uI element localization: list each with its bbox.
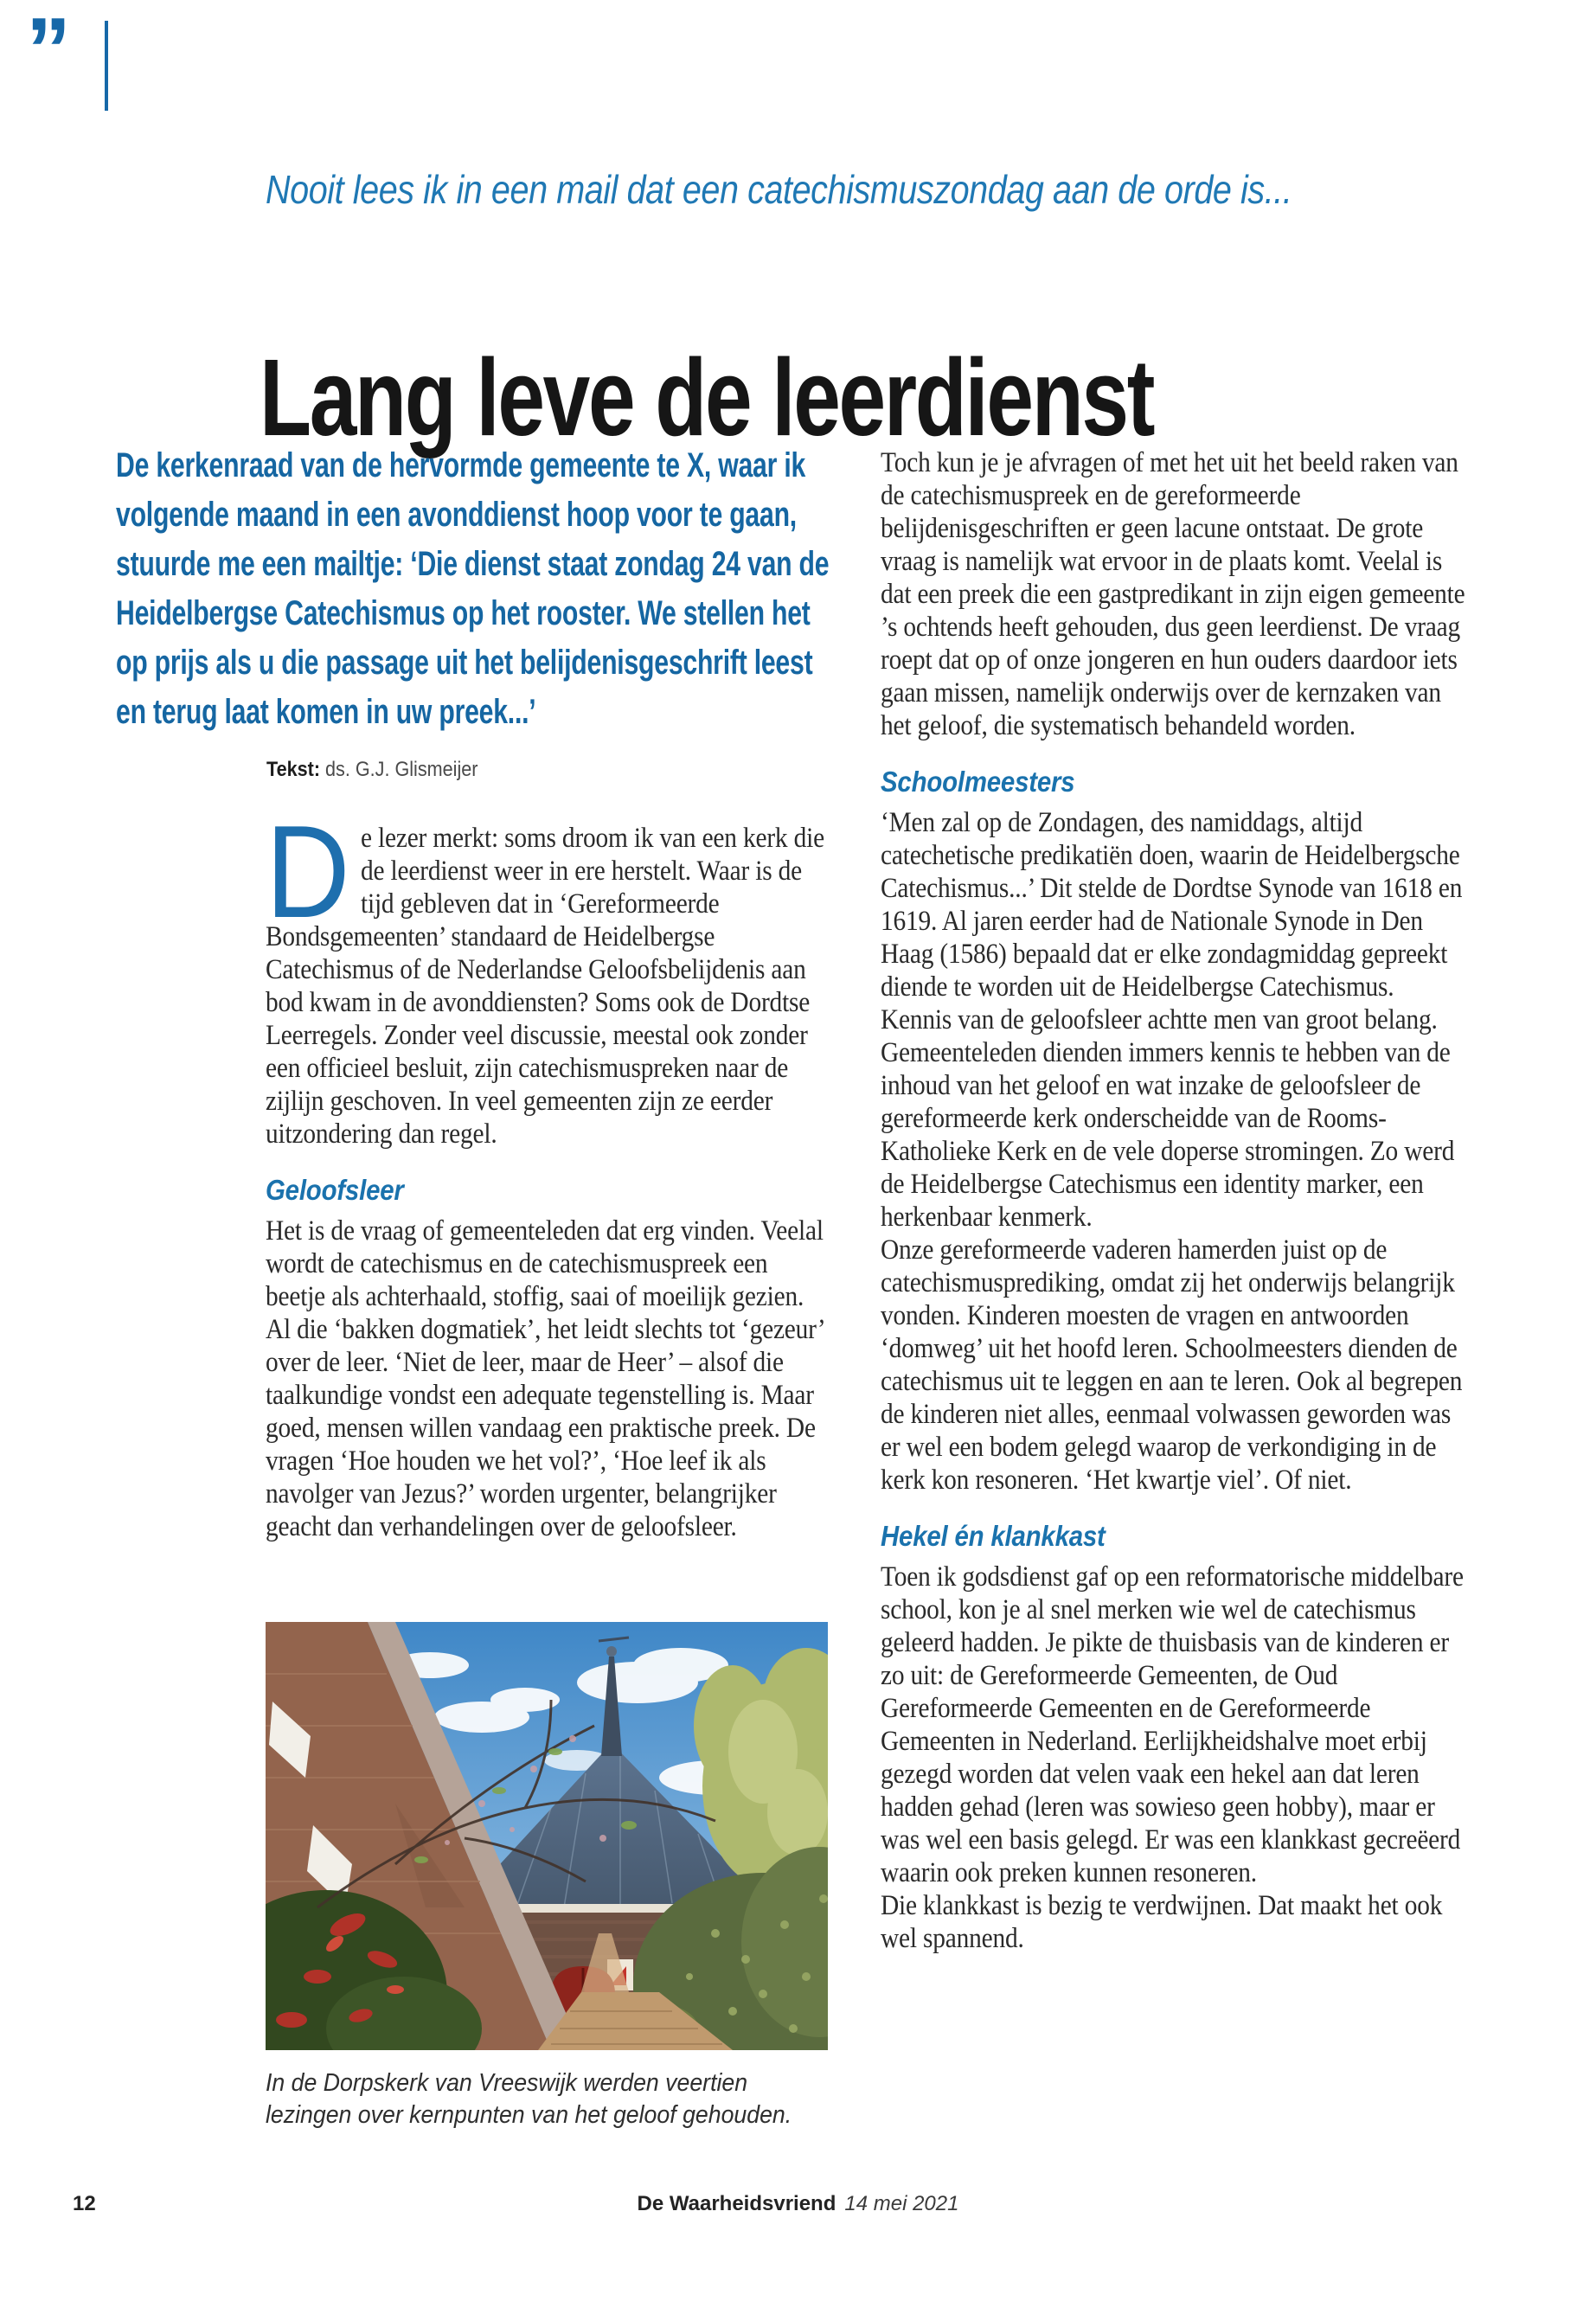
body-paragraph: Toch kun je je afvragen of met het uit het beeld raken van de catechismuspreek en de gereformeerde belijdenisgeschriften er geen lacune ontstaat. De grote vraag is namelijk wat ervoor in de plaats komt. Veelal is dat een preek die een gastpredikant in zijn eigen gemeente ’s ochtends heeft gehouden, dus geen leerdienst. De vraag roept dat op of onze jongeren en hun ouders daardoor iets gaan missen, namelijk onderwijs over de kernzaken van het geloof, die systematisch behandeld worden. — [881, 447, 1465, 741]
body-paragraph — [266, 798, 829, 1150]
body-text: e lezer merkt: soms droom ik van een kerk die de leerdienst weer in ere herstelt. Waar is de tijd gebleven dat in ‘Gereformeerde Bondsgemeenten’ standaard de Heidelbergse Catechismus of de Nederlandse Geloofsbelijdenis aan bod kwam in de avonddiensten? Soms ook de Dordtse Leerregels. Zonder veel discussie, meestal ook zonder een officieel besluit, zijn catechismuspreken naar de zijlijn geschoven. In veel gemeenten zijn ze eerder uitzondering dan regel. — [266, 823, 824, 1150]
footer-date: 14 mei 2021 — [844, 2192, 959, 2215]
body-paragraph: Toen ik godsdienst gaf op een reformatorische middelbare school, kon je al snel merken wie wel de catechismus geleerd hadden. Je pikte de thuisbasis van de kinderen er zo uit: de Gereformeerde Gemeenten, de Oud Gereformeerde Gemeenten en de Gereformeerde Gemeenten in Nederland. Eerlijkheidshalve moet erbij gezegd worden dat velen vaak een hekel aan dat leren hadden gehad (leren was sowieso geen hobby), maar er was wel een basis gelegd. Er was een klankkast gecreëerd waarin ook preken kunnen resoneren. — [881, 1561, 1464, 1888]
byline — [266, 758, 478, 782]
footer — [0, 2192, 1596, 2216]
church-photo — [266, 1622, 828, 2050]
body-column-right — [881, 446, 1467, 1955]
body-paragraph: Onze gereformeerde vaderen hamerden juist op de catechismusprediking, omdat zij het onderwijs belangrijk vonden. Kinderen moesten de vragen en antwoorden ‘domweg’ uit het hoofd leren. Schoolmeesters dienden de catechismus uit te leggen en aan te leren. Ook al begrepen de kinderen niet alles, eenmaal volwassen geworden was er wel een bodem gelegd waarop de verkondiging in de kerk kon resoneren. ‘Het kwartje viel’. Of niet. — [881, 1234, 1463, 1496]
quote-icon: ” — [26, 0, 71, 100]
footer-page-number: 12 — [73, 2192, 96, 2215]
body-paragraph: Die klankkast is bezig te verdwijnen. Dat maakt het ook wel spannend. — [881, 1890, 1443, 1954]
byline-author: ds. G.J. Glismeijer — [325, 758, 478, 781]
footer-magazine-title: De Waarheidsvriend — [637, 2192, 836, 2215]
kicker: Nooit lees ik in een mail dat een catechismuszondag aan de orde is... — [266, 167, 1292, 212]
body-column-left — [266, 798, 829, 1543]
page-title: Lang leve de leerdienst — [260, 336, 1154, 459]
church-photo-illustration — [266, 1622, 828, 2050]
section-heading-geloofsleer: Geloofsleer — [266, 1174, 404, 1206]
body-paragraph: ‘Men zal op de Zondagen, des namiddags, altijd catechetische predikatiën doen, waarin de Heidelbergsche Catechismus...’ Dit stelde de Dordtse Synode van 1618 en 1619. Al jaren eerder had de Nationale Synode in Den Haag (1586) bepaald dat er elke zondagmiddag gepreekt diende te worden uit de Heidelbergse Catechismus. Kennis van de geloofsleer achtte men van groot belang. Gemeenteleden dienden immers kennis te hebben van de inhoud van het geloof en wat inzake de geloofsleer de gereformeerde kerk onderscheidde van de Rooms-Katholieke Kerk en de vele doperse stromingen. Zo werd de Heidelbergse Catechismus een identity marker, een herkenbaar kenmerk. — [881, 807, 1463, 1233]
body-paragraph: Het is de vraag of gemeenteleden dat erg vinden. Veelal wordt de catechismus en de catechismuspreek een beetje als achterhaald, stoffig, saai of moeilijk gezien. Al die ‘bakken dogmatiek’, het leidt slechts tot ‘gezeur’ over de leer. ‘Niet de leer, maar de Heer’ – alsof die taalkundige vondst een adequate tegenstelling is. Maar goed, mensen willen vandaag een praktische preek. De vragen ‘Hoe houden we het vol?’, ‘Hoe leef ik als navolger van Jezus?’ worden urgenter, belangrijker geacht dan verhandelingen over de geloofsleer. — [266, 1215, 824, 1542]
lead-paragraph: De kerkenraad van de hervormde gemeente te X, waar ik volgende maand in een avonddienst hoop voor te gaan, stuurde me een mailtje: ‘Die dienst staat zondag 24 van de Heidelbergse Catechismus op het rooster. We stellen het op prijs als u die passage uit het belijdenisgeschrift leest en terug laat komen in uw preek...’ — [116, 446, 830, 731]
byline-label: Tekst: — [266, 758, 321, 781]
section-heading-schoolmeesters: Schoolmeesters — [881, 766, 1075, 798]
vertical-rule — [105, 21, 108, 111]
section-heading-hekel: Hekel én klankkast — [881, 1520, 1106, 1552]
photo-caption: In de Dorpskerk van Vreeswijk werden veertien lezingen over kernpunten van het geloof gehouden. — [266, 2069, 792, 2129]
drop-cap: D — [266, 798, 350, 945]
